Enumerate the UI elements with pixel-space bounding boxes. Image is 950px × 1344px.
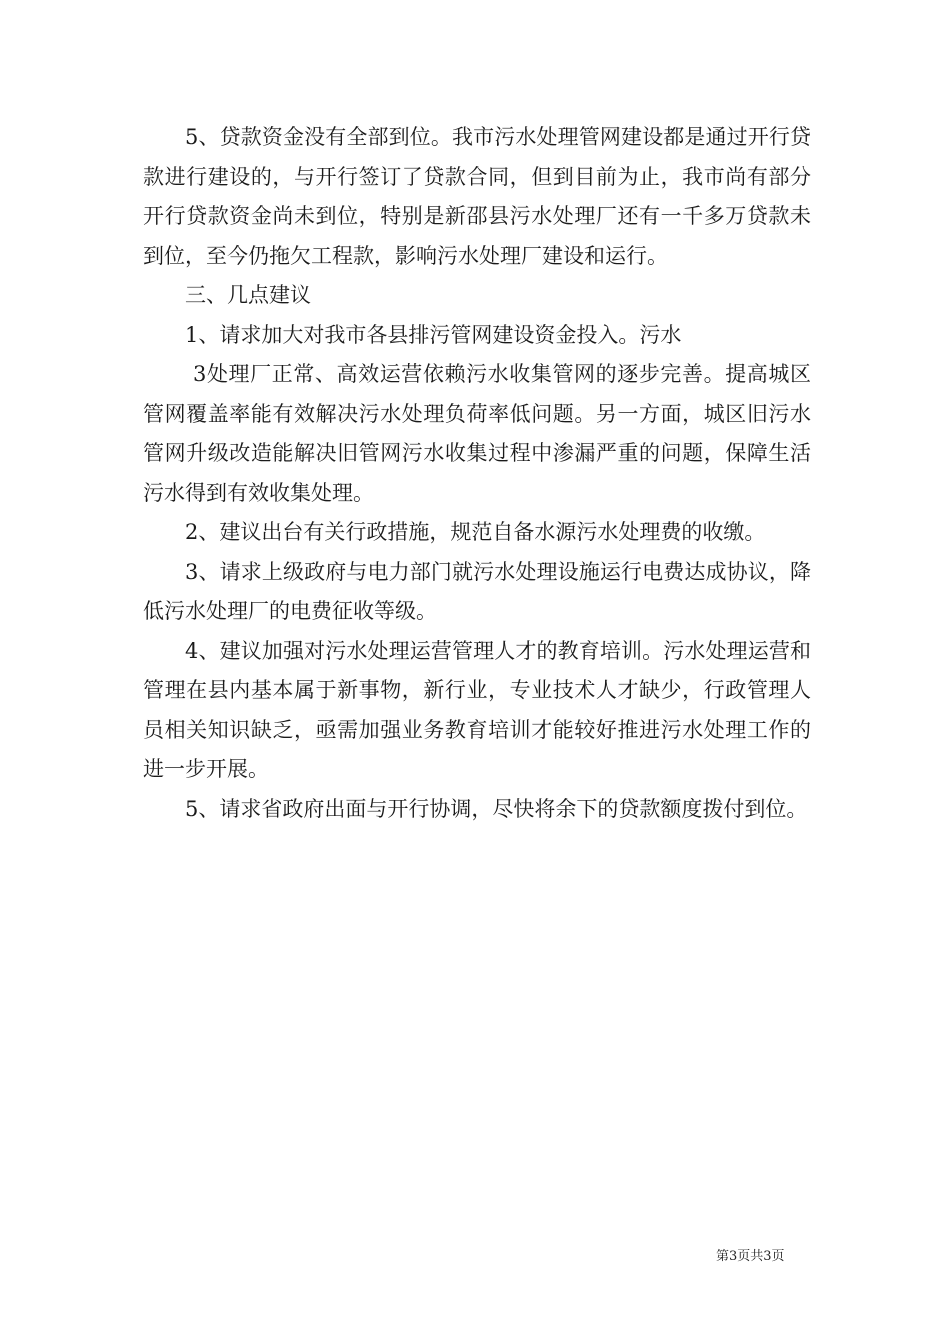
paragraph-suggestion-3: 3、请求上级政府与电力部门就污水处理设施运行电费达成协议，降低污水处理厂的电费征收等级。 (143, 559, 811, 623)
paragraph-suggestion-1: 1、请求加大对我市各县排污管网建设资金投入。污水 (185, 322, 682, 347)
paragraph-loan-funds: 5、贷款资金没有全部到位。我市污水处理管网建设都是通过开行贷款进行建设的，与开行签订了贷款合同，但到目前为止，我市尚有部分开行贷款资金尚未到位，特别是新邵县污水处理厂还有一千多万贷款未到位，至今仍拖欠工程款，影响污水处理厂建设和运行。 (143, 125, 811, 268)
paragraph-suggestion-4: 4、建议加强对污水处理运营管理人才的教育培训。污水处理运营和管理在县内基本属于新事物，新行业，专业技术人才缺少，行政管理人员相关知识缺乏，亟需加强业务教育培训才能较好推进污水处理工作的进一步开展。 (143, 638, 811, 781)
paragraph-suggestion-2: 2、建议出台有关行政措施，规范自备水源污水处理费的收缴。 (185, 520, 766, 544)
page-number-footer: 第3页共3页 (716, 1249, 785, 1264)
document-body (143, 118, 811, 829)
paragraph-suggestion-5: 5、请求省政府出面与开行协调，尽快将余下的贷款额度拨付到位。 (185, 796, 808, 821)
section-heading-suggestions: 三、几点建议 (185, 283, 311, 307)
paragraph-suggestion-1-continued: 3处理厂正常、高效运营依赖污水收集管网的逐步完善。提高城区管网覆盖率能有效解决污水处理负荷率低问题。另一方面，城区旧污水管网升级改造能解决旧管网污水收集过程中渗漏严重的问题，保障生活污水得到有效收集处理。 (143, 362, 811, 505)
